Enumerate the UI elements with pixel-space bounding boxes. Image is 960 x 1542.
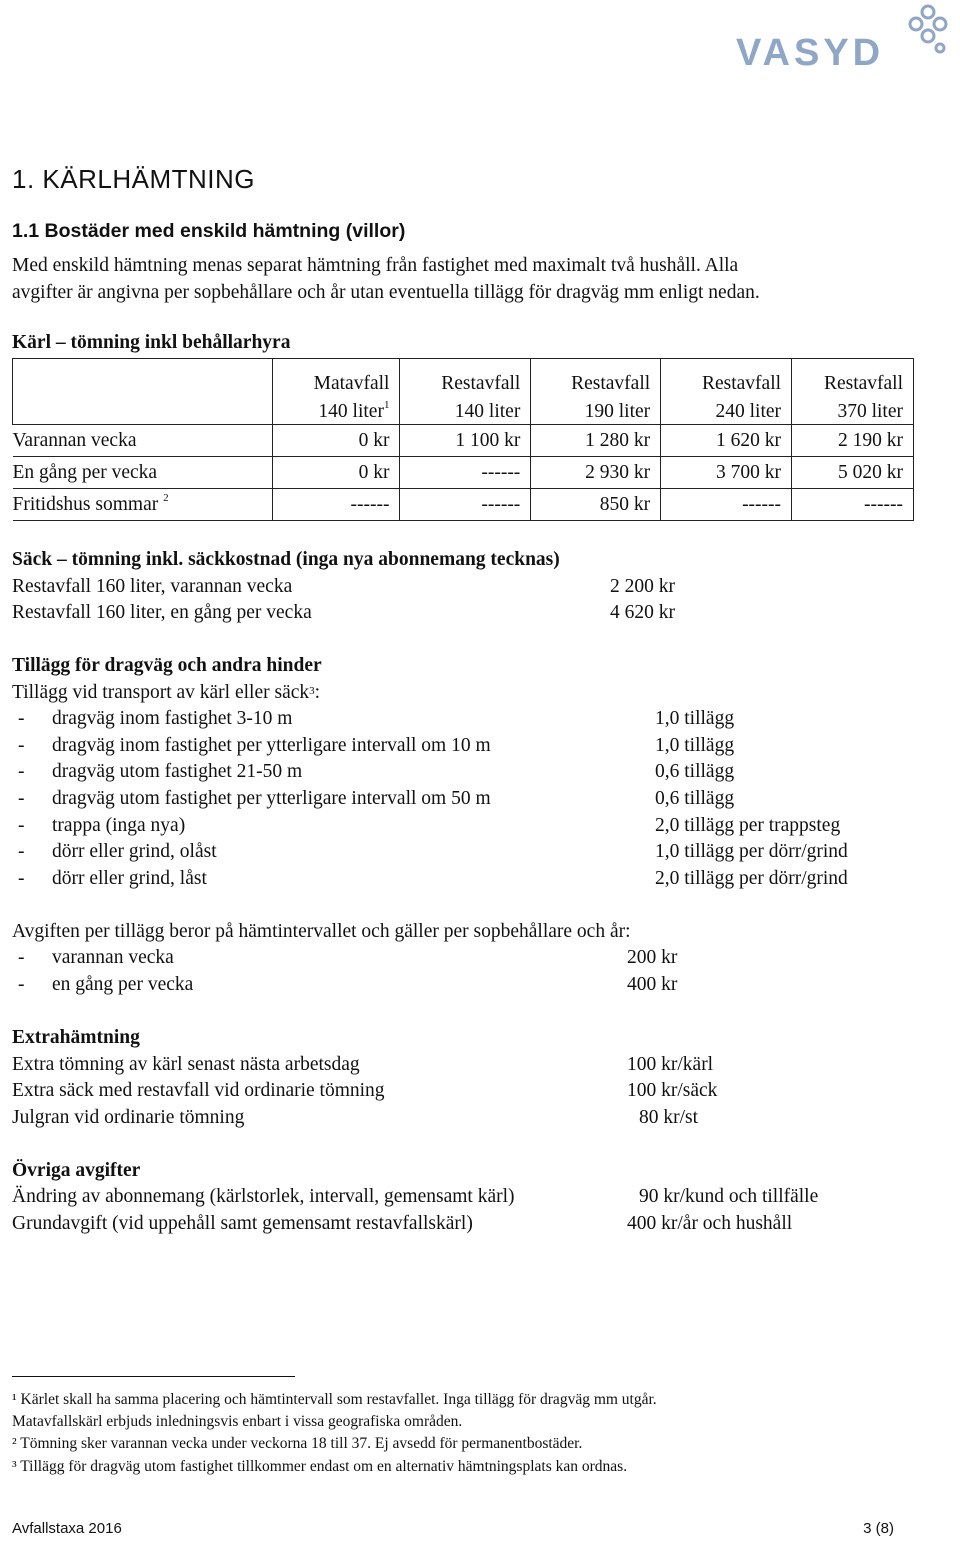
bullet-dash: - — [18, 815, 25, 836]
bullet-dash: - — [18, 735, 25, 756]
dragvag-lead-text: Tillägg vid transport av kärl eller säck — [12, 682, 310, 703]
table-header-row — [13, 395, 914, 425]
avgift-lead: Avgiften per tillägg beror på hämtintervallet och gäller per sopbehållare och år: — [12, 921, 631, 942]
item-value: 100 kr/kärl — [627, 1054, 714, 1075]
item-label: Extra tömning av kärl senast nästa arbetsdag — [12, 1054, 360, 1075]
table-cell: 3 700 kr — [661, 457, 792, 489]
item-label: varannan vecka — [52, 947, 174, 968]
column-header-size: 190 liter — [531, 395, 661, 425]
list-item — [12, 706, 952, 733]
list-item — [12, 972, 952, 999]
footnote-divider — [12, 1376, 295, 1377]
list-item — [12, 786, 952, 813]
column-header-type: Restavfall — [400, 359, 531, 395]
table-header-row — [13, 359, 914, 395]
ovriga-title: Övriga avgifter — [12, 1160, 141, 1181]
item-value: 100 kr/säck — [627, 1080, 718, 1101]
table-cell: 2 190 kr — [792, 425, 914, 457]
item-value: 1,0 tillägg per dörr/grind — [655, 841, 848, 862]
table-corner-cell — [13, 359, 273, 395]
karl-title: Kärl – tömning inkl behållarhyra — [12, 332, 291, 353]
item-value: 400 kr — [627, 974, 678, 995]
list-item — [12, 733, 952, 760]
item-value: 0,6 tillägg — [655, 788, 735, 809]
bullet-dash: - — [18, 788, 25, 809]
item-value: 400 kr/år och hushåll — [627, 1213, 793, 1234]
item-label: Julgran vid ordinarie tömning — [12, 1107, 245, 1128]
table-cell: 1 100 kr — [400, 425, 531, 457]
item-label: Restavfall 160 liter, varannan vecka — [12, 576, 293, 597]
dragvag-lead-colon: : — [314, 682, 321, 703]
footnote-ref: 3 — [309, 685, 315, 697]
list-item — [12, 1078, 952, 1105]
list-item — [12, 866, 952, 893]
column-header-size: 140 liter — [400, 395, 531, 425]
item-label: Restavfall 160 liter, en gång per vecka — [12, 602, 312, 623]
footnote: Matavfallskärl erbjuds inledningsvis enbart i vissa geografiska områden. — [12, 1413, 463, 1430]
table-cell: 0 kr — [272, 457, 400, 489]
bullet-dash: - — [18, 947, 25, 968]
list-item — [12, 945, 952, 972]
item-value: 4 620 kr — [610, 602, 675, 623]
column-header-type: Restavfall — [792, 359, 914, 395]
bullet-dash: - — [18, 708, 25, 729]
bullet-dash: - — [18, 761, 25, 782]
dragvag-lead — [12, 680, 320, 707]
table-cell: 5 020 kr — [792, 457, 914, 489]
intro-line: avgifter är angivna per sopbehållare och år utan eventuella tillägg för dragväg mm enligt nedan. — [12, 281, 760, 303]
item-label: Extra säck med restavfall vid ordinarie tömning — [12, 1080, 385, 1101]
bullet-dash: - — [18, 974, 25, 995]
column-header-type: Matavfall — [272, 359, 400, 395]
row-label — [13, 489, 273, 521]
footnote-ref: 2 — [163, 491, 169, 504]
logo-text: VASYD — [736, 32, 885, 74]
dragvag-title: Tillägg för dragväg och andra hinder — [12, 655, 322, 676]
item-value: 0,6 tillägg — [655, 761, 735, 782]
karl-fee-table — [12, 358, 914, 521]
list-item — [12, 813, 952, 840]
page-heading: 1. KÄRLHÄMTNING — [12, 164, 255, 194]
table-cell: 2 930 kr — [531, 457, 661, 489]
table-cell: 850 kr — [531, 489, 661, 521]
item-value: 90 kr/kund och tillfälle — [639, 1186, 819, 1207]
table-row — [13, 457, 914, 489]
item-label: dörr eller grind, olåst — [52, 841, 217, 862]
item-label: dörr eller grind, låst — [52, 868, 207, 889]
row-label: En gång per vecka — [13, 457, 273, 489]
logo-knot-icon — [902, 2, 954, 56]
table-cell: 1 280 kr — [531, 425, 661, 457]
footnote: ¹ Kärlet skall ha samma placering och hämtintervall som restavfallet. Inga tillägg för dragväg mm utgår. — [12, 1391, 657, 1408]
list-item — [12, 1184, 952, 1211]
item-label: dragväg inom fastighet 3-10 m — [52, 708, 293, 729]
table-row — [13, 425, 914, 457]
table-cell: 1 620 kr — [661, 425, 792, 457]
column-header-size: 370 liter — [792, 395, 914, 425]
item-label: Grundavgift (vid uppehåll samt gemensamt restavfallskärl) — [12, 1213, 473, 1234]
footnote-ref: 1 — [383, 399, 390, 411]
column-header-size — [272, 395, 400, 425]
column-header-type: Restavfall — [531, 359, 661, 395]
table-cell: 0 kr — [272, 425, 400, 457]
table-corner-cell — [13, 395, 273, 425]
list-item — [12, 574, 952, 601]
table-cell: ------ — [792, 489, 914, 521]
list-item — [12, 1211, 952, 1238]
item-label: Ändring av abonnemang (kärlstorlek, intervall, gemensamt kärl) — [12, 1186, 515, 1207]
table-cell: ------ — [400, 489, 531, 521]
extra-title: Extrahämtning — [12, 1027, 140, 1048]
list-item — [12, 839, 952, 866]
item-label: en gång per vecka — [52, 974, 194, 995]
table-cell: ------ — [400, 457, 531, 489]
item-value: 2,0 tillägg per trappsteg — [655, 815, 841, 836]
row-label-text: Fritidshus sommar — [12, 493, 159, 515]
item-value: 2 200 kr — [610, 576, 675, 597]
item-label: dragväg utom fastighet 21-50 m — [52, 761, 303, 782]
page-number: 3 (8) — [863, 1520, 894, 1537]
bullet-dash: - — [18, 841, 25, 862]
list-item — [12, 1105, 952, 1132]
intro-line: Med enskild hämtning menas separat hämtning från fastighet med maximalt två hushåll. Alla — [12, 255, 739, 276]
item-value: 1,0 tillägg — [655, 735, 735, 756]
footnote: ³ Tillägg för dragväg utom fastighet tillkommer endast om en alternativ hämtningsplats kan ordnas. — [12, 1458, 628, 1475]
column-size-text: 140 liter — [318, 401, 384, 422]
footnote: ² Tömning sker varannan vecka under veckorna 18 till 37. Ej avsedd för permanentbostäder. — [12, 1435, 583, 1452]
item-value: 200 kr — [627, 947, 678, 968]
item-value: 2,0 tillägg per dörr/grind — [655, 868, 848, 889]
column-header-size: 240 liter — [661, 395, 792, 425]
intro-paragraph — [12, 253, 760, 306]
item-value: 80 kr/st — [639, 1107, 699, 1128]
item-label: dragväg utom fastighet per ytterligare intervall om 50 m — [52, 788, 491, 809]
section-heading: 1.1 Bostäder med enskild hämtning (villor) — [12, 220, 406, 242]
list-item — [12, 759, 952, 786]
item-label: dragväg inom fastighet per ytterligare intervall om 10 m — [52, 735, 491, 756]
table-cell: ------ — [661, 489, 792, 521]
column-header-type: Restavfall — [661, 359, 792, 395]
table-cell: ------ — [272, 489, 400, 521]
vasyd-logo — [736, 2, 956, 74]
row-label: Varannan vecka — [13, 425, 273, 457]
footer-title: Avfallstaxa 2016 — [12, 1520, 122, 1537]
list-item — [12, 600, 952, 627]
table-row — [13, 489, 914, 521]
sack-title: Säck – tömning inkl. säckkostnad (inga nya abonnemang tecknas) — [12, 549, 560, 570]
list-item — [12, 1052, 952, 1079]
item-value: 1,0 tillägg — [655, 708, 735, 729]
item-label: trappa (inga nya) — [52, 815, 186, 836]
bullet-dash: - — [18, 868, 25, 889]
